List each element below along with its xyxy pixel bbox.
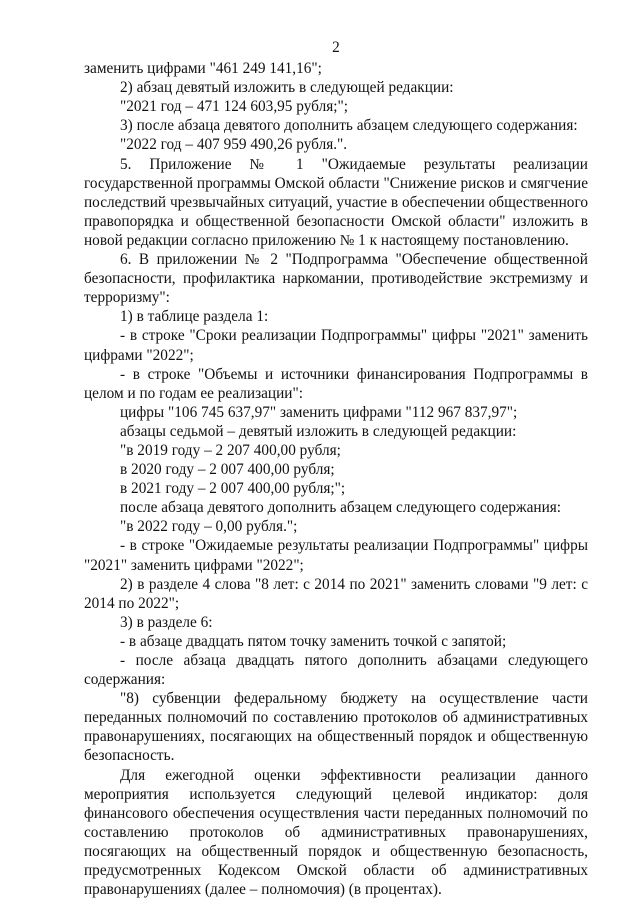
paragraph-abzats-7-9: абзацы седьмой – девятый изложить в следующей редакции: <box>120 422 517 440</box>
page-number: 2 <box>332 39 340 56</box>
paragraph-funding-digits: цифры "106 745 637,97" заменить цифрами "112 967 837,97"; <box>120 403 518 421</box>
paragraph-after-abzats-25: - после абзаца двадцать пятого дополнить абзацами следующего содержания: <box>84 652 588 689</box>
paragraph-section-5: 5. Приложение № 1 "Ожидаемые результаты реализации государственной программы Омской области "Снижение рисков и смягчение последствий чрезвычайных ситуаций, участие в обеспечении общественного правопорядка и общественной безопасности Омской области" изложить в новой редакции согласно приложению № 1 к настоящему постановлению. <box>84 155 588 249</box>
paragraph-row-funding: - в строке "Объемы и источники финансирования Подпрограммы в целом и по годам ее реализации": <box>84 365 588 402</box>
paragraph-section-6-sub: 3) в разделе 6: <box>120 613 213 631</box>
paragraph-section-6: 6. В приложении № 2 "Подпрограмма "Обеспечение общественной безопасности, профилактика наркомании, противодействие экстремизму и терроризму": <box>84 251 588 307</box>
paragraph-target-indicator: Для ежегодной оценки эффективности реализации данного мероприятия используется следующий целевой индикатор: доля финансового обеспечения осуществления части переданных полномочий по составлению протоколов об административных правонарушениях, посягающих на общественный порядок и общественную безопасность, предусмотренных Кодексом Омской области об административных правонарушениях (далее – полномочия) (в процентах). <box>84 766 588 899</box>
paragraph-item-2: 2) абзац девятый изложить в следующей редакции: <box>120 79 454 97</box>
paragraph-year-2021: "2021 год – 471 124 603,95 рубля;"; <box>120 98 348 116</box>
paragraph-row-results: - в строке "Ожидаемые результаты реализации Подпрограммы" цифры "2021" заменить цифрами "2022"; <box>84 537 588 574</box>
paragraph-year-2022: "2022 год – 407 959 490,26 рубля.". <box>120 136 348 154</box>
paragraph-replace-digits: заменить цифрами "461 249 141,16"; <box>84 60 322 78</box>
paragraph-year-2020-funding: в 2020 году – 2 007 400,00 рубля; <box>120 461 335 479</box>
paragraph-after-abzats-9: после абзаца девятого дополнить абзацем следующего содержания: <box>120 499 562 517</box>
paragraph-year-2019-funding: "в 2019 году – 2 207 400,00 рубля; <box>120 441 341 459</box>
paragraph-item-3: 3) после абзаца девятого дополнить абзацем следующего содержания: <box>120 117 578 135</box>
paragraph-subventions: "8) субвенции федеральному бюджету на осуществление части переданных полномочий по составлению протоколов об административных правонарушениях, посягающих на общественный порядок и общественную безопасность. <box>84 690 588 765</box>
paragraph-abzats-25: - в абзаце двадцать пятом точку заменить точкой с запятой; <box>120 632 507 650</box>
paragraph-year-2021-funding: в 2021 году – 2 007 400,00 рубля;"; <box>120 480 346 498</box>
paragraph-year-2022-funding: "в 2022 году – 0,00 рубля."; <box>120 518 298 536</box>
paragraph-row-terms: - в строке "Сроки реализации Подпрограммы" цифры "2021" заменить цифрами "2022"; <box>84 327 588 364</box>
paragraph-section-4: 2) в разделе 4 слова "8 лет: с 2014 по 2021" заменить словами "9 лет: с 2014 по 2022"; <box>84 575 588 612</box>
paragraph-table-section-1: 1) в таблице раздела 1: <box>120 308 269 326</box>
